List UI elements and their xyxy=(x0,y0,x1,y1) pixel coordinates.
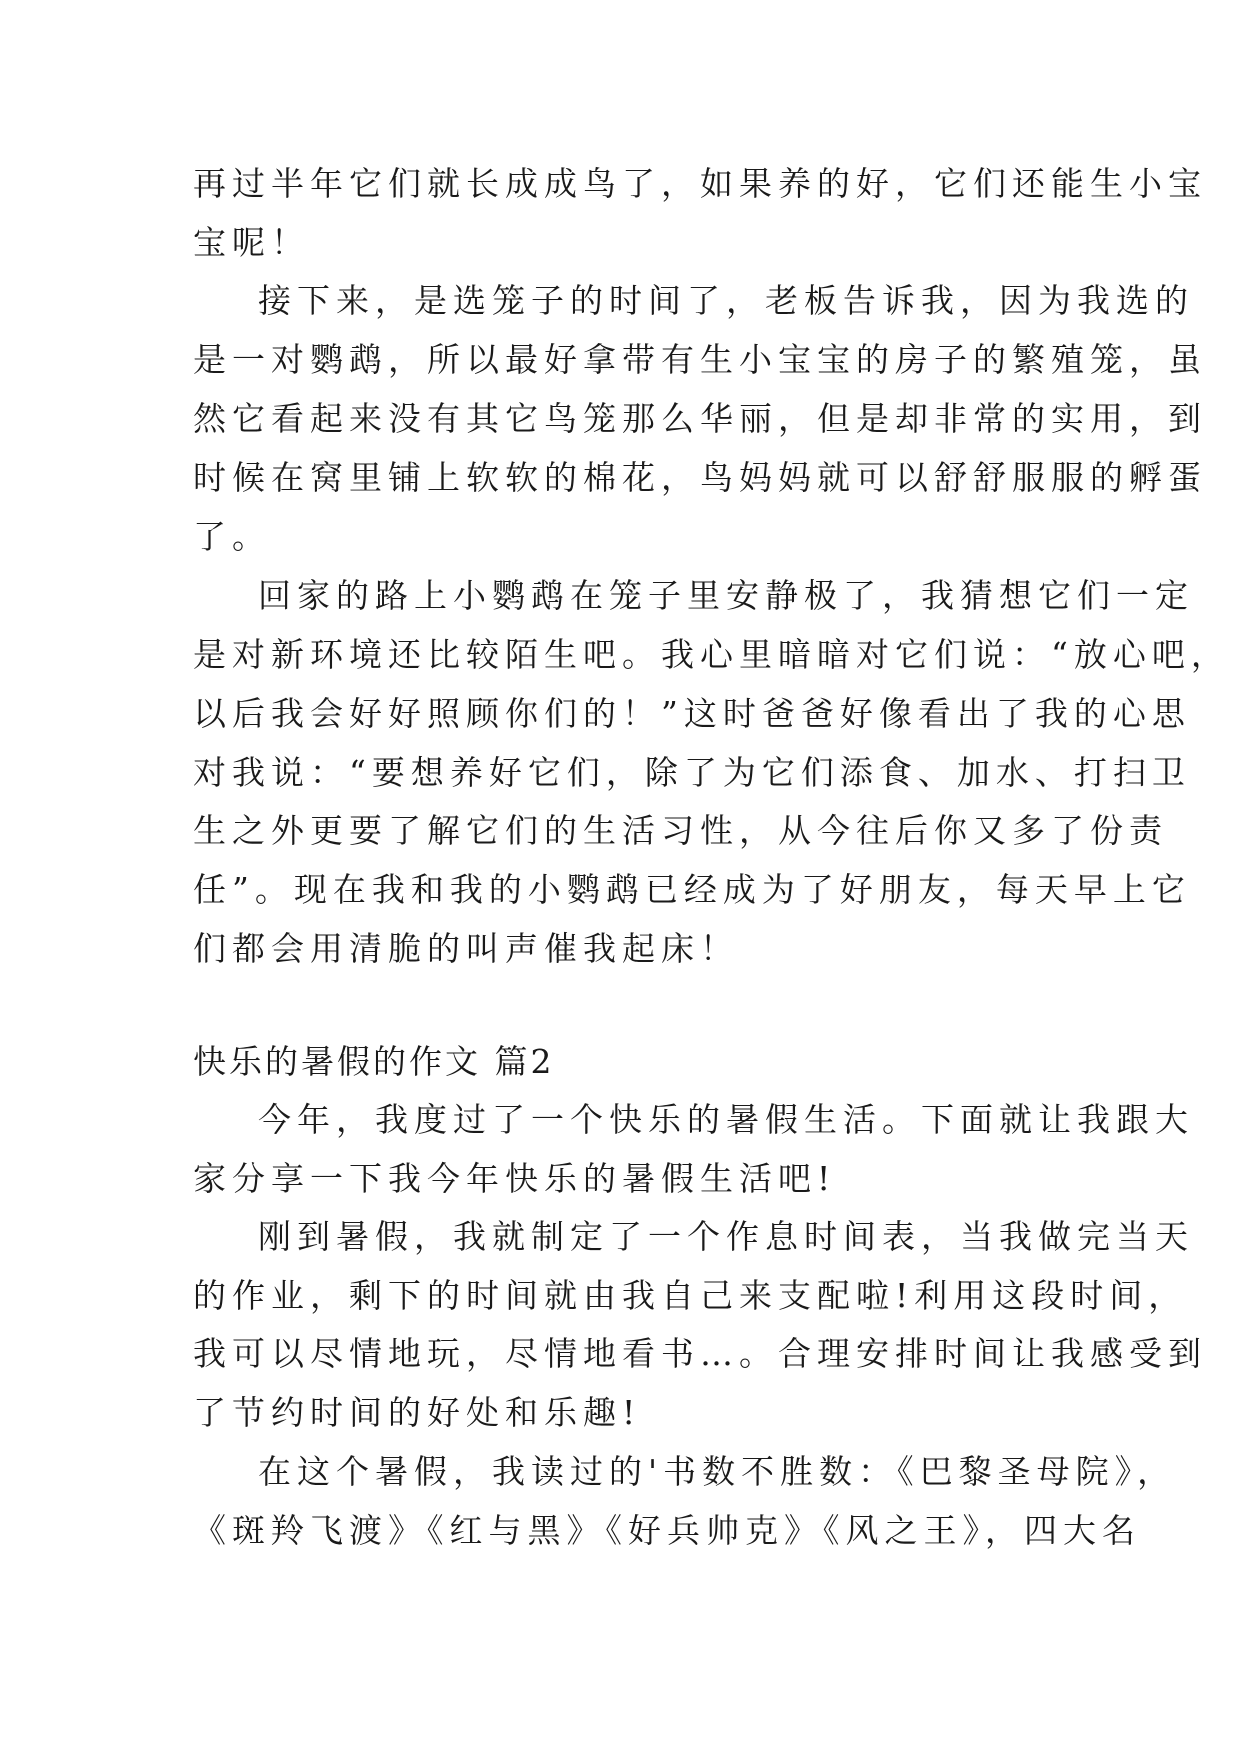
text-line: 的作业，剩下的时间就由我自己来支配啦!利用这段时间， xyxy=(193,1276,1188,1315)
text-line: 是对新环境还比较陌生吧。我心里暗暗对它们说：“放心吧， xyxy=(193,635,1230,674)
text-line: 是一对鹦鹉，所以最好拿带有生小宝宝的房子的繁殖笼，虽 xyxy=(193,340,1207,379)
text-line: 时候在窝里铺上软软的棉花，鸟妈妈就可以舒舒服服的孵蛋 xyxy=(193,458,1207,497)
text-line: 家分享一下我今年快乐的暑假生活吧! xyxy=(193,1159,837,1198)
paragraph-first-line: 接下来，是选笼子的时间了，老板告诉我，因为我选的 xyxy=(258,281,1194,320)
paragraph-first-line: 在这个暑假，我读过的'书数不胜数：《巴黎圣母院》， xyxy=(258,1452,1177,1491)
text-line: 生之外更要了解它们的生活习性，从今往后你又多了份责 xyxy=(193,811,1168,850)
text-line: 再过半年它们就长成成鸟了，如果养的好，它们还能生小宝 xyxy=(193,164,1207,203)
paragraph-first-line: 今年，我度过了一个快乐的暑假生活。下面就让我跟大 xyxy=(258,1100,1194,1139)
text-line: 们都会用清脆的叫声催我起床！ xyxy=(193,929,739,968)
text-line: 宝呢！ xyxy=(193,223,310,262)
text-line: 《斑羚飞渡》《红与黑》《好兵帅克》《风之王》，四大名 xyxy=(193,1511,1141,1550)
paragraph-first-line: 刚到暑假，我就制定了一个作息时间表，当我做完当天 xyxy=(258,1217,1194,1256)
text-line: 了节约时间的好处和乐趣! xyxy=(193,1393,642,1432)
text-line: 然它看起来没有其它鸟笼那么华丽，但是却非常的实用，到 xyxy=(193,399,1207,438)
paragraph-first-line: 回家的路上小鹦鹉在笼子里安静极了，我猜想它们一定 xyxy=(258,576,1194,615)
text-line: 任”。现在我和我的小鹦鹉已经成为了好朋友，每天早上它 xyxy=(193,870,1191,909)
text-line: 对我说：“要想养好它们，除了为它们添食、加水、打扫卫 xyxy=(193,753,1191,792)
section-heading: 快乐的暑假的作文 篇2 xyxy=(193,1042,555,1081)
text-line: 了。 xyxy=(193,517,271,556)
text-line: 我可以尽情地玩，尽情地看书…。合理安排时间让我感受到 xyxy=(193,1334,1207,1373)
text-line: 以后我会好好照顾你们的！”这时爸爸好像看出了我的心思 xyxy=(193,694,1191,733)
